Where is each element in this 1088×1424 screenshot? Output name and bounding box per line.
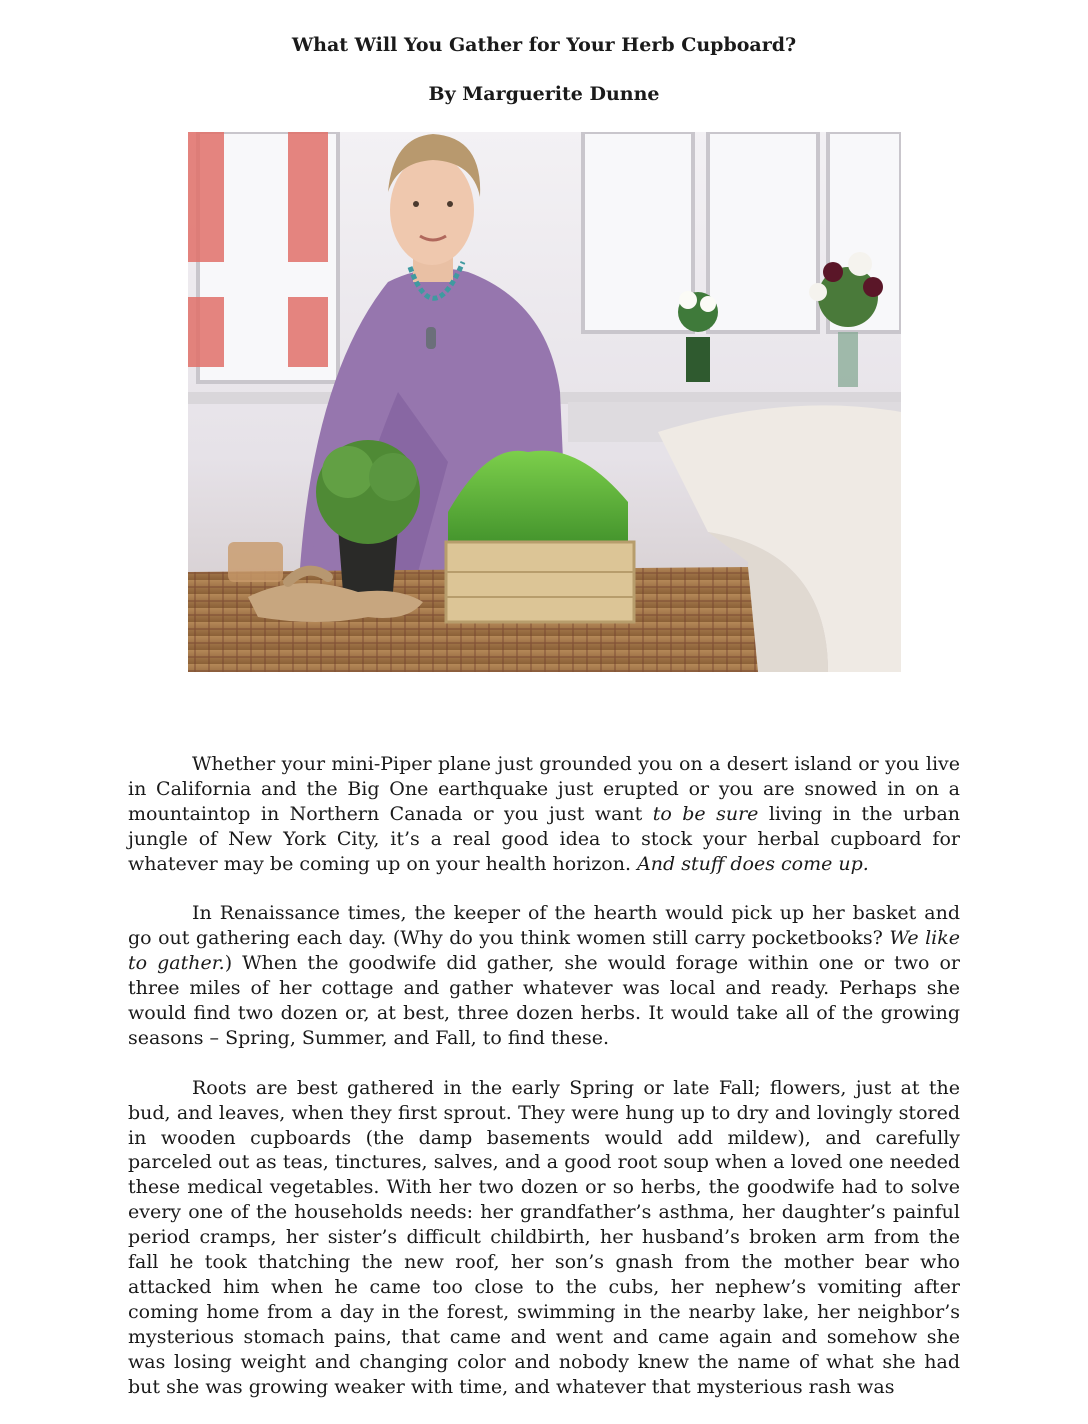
text-run: Roots are best gathered in the early Spring or late Fall; flowers, just at the bud, and leaves, when they first sprout. They were hung up to dry and lovingly stored in wooden cupboards (the damp basements would add mildew), and carefully parceled out as teas, tinctures, salves, and a good root soup when a loved one needed these medical vegetables. With her two dozen or so herbs, the goodwife had to solve every one of the households needs: her grandfather’s asthma, her daughter’s painful period cramps, her sister’s difficult childbirth, her husband’s broken arm from the fall he took thatching the new roof, her son’s gnash from the mother bear who attacked him when he came too close to the cubs, her nephew’s vomiting after coming home from a day in the forest, swimming in the nearby lake, her neighbor’s mysterious stomach pains, that came and went and came again and somehow she was losing weight and changing color and nobody knew the name of what she had but she was growing weaker with time, and whatever that mysterious rash was xyxy=(128,1076,960,1398)
text-run: Whether your mini-Piper plane just grounded you on a desert island or you live in California and the Big One earthquake just erupted or you are snowed in on a mountaintop in Northern Canada or you just want xyxy=(128,753,960,825)
text-run: ) When the goodwife did gather, she would forage within one or two or three miles of her cottage and gather whatever was local and ready. Perhaps she would find two dozen or, at best, three dozen herbs. It would take all of the growing seasons – Spring, Summer, and Fall, to find these. xyxy=(128,952,960,1049)
emphasis-text: We like to gather. xyxy=(128,927,960,975)
paragraph xyxy=(128,1076,960,1400)
text-run: living in the urban jungle of New York City, it’s a real good idea to stock your herbal cupboard for whatever may be coming up on your health horizon. xyxy=(128,802,961,875)
emphasis-text: And stuff does come up. xyxy=(637,852,869,875)
paragraph xyxy=(128,901,960,1050)
byline: By Marguerite Dunne xyxy=(428,83,660,105)
photo-woman-with-herbs xyxy=(188,132,901,672)
emphasis-text: to be sure xyxy=(652,802,759,825)
body-text xyxy=(128,752,960,1424)
paragraph xyxy=(128,752,960,877)
text-run: In Renaissance times, the keeper of the hearth would pick up her basket and go out gathering each day. (Why do you think women still carry pocketbooks? xyxy=(128,902,960,950)
document-title: What Will You Gather for Your Herb Cupboard? xyxy=(291,34,797,56)
